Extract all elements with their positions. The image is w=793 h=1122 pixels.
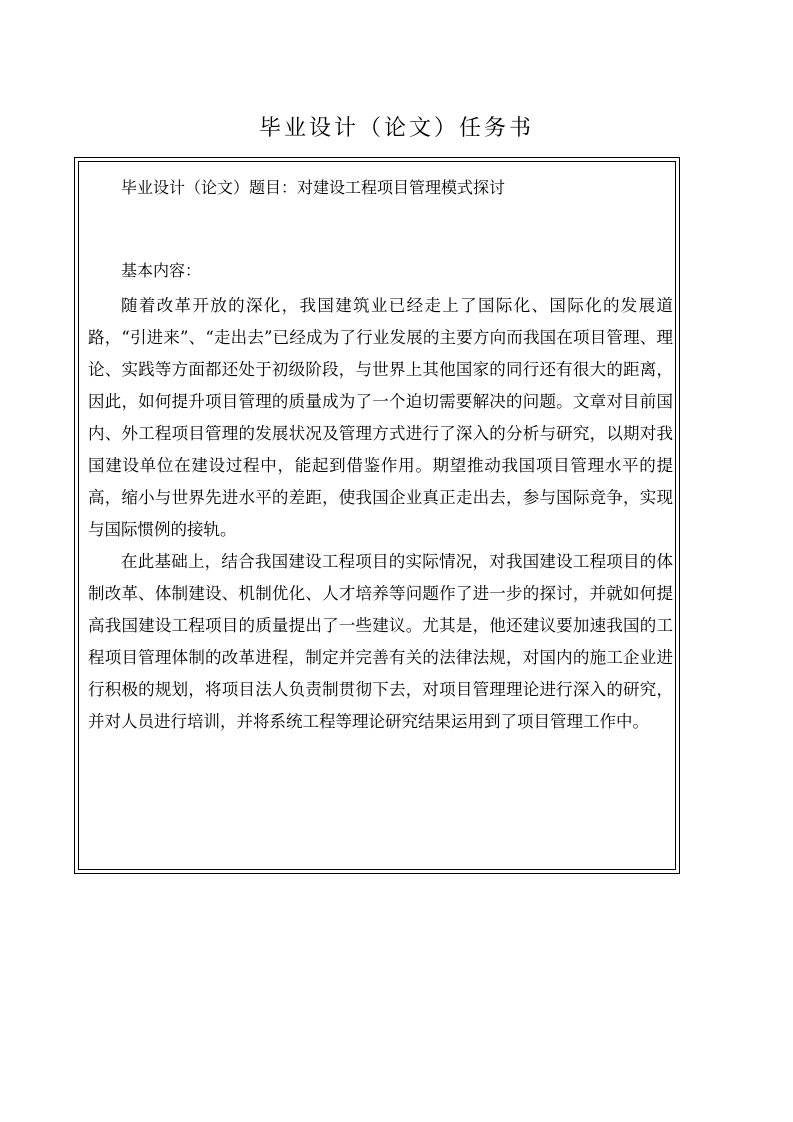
thesis-topic-label: 毕业设计（论文）题目： (121, 178, 298, 197)
content-paragraph-1: 随着改革开放的深化，我国建筑业已经走上了国际化、国际化的发展道路，“引进来”、“走出去”已经成为了行业发展的主要方向而我国在项目管理、理论、实践等方面都还处于初级阶段，与世界上其他国家的同行还有很大的距离，因此，如何提升项目管理的质量成为了一个迫切需要解决的问题。文章对目前国内、外工程项目管理的发展状况及管理方式进行了深入的分析与研究，以期对我国建设单位在建设过程中，能起到借鉴作用。期望推动我国项目管理水平的提高，缩小与世界先进水平的差距，使我国企业真正走出去，参与国际竞争，实现与国际惯例的接轨。 (88, 296, 673, 539)
document-title: 毕业设计（论文）任务书 (258, 116, 534, 141)
task-table-outer-border (74, 157, 680, 874)
basic-content-body (88, 290, 673, 738)
basic-content-label: 基本内容： (121, 261, 202, 280)
thesis-topic-line (121, 176, 661, 200)
task-table-inner-border (78, 161, 676, 870)
content-paragraph-2: 在此基础上，结合我国建设工程项目的实际情况，对我国建设工程项目的体制改革、体制建设、机制优化、人才培养等问题作了进一步的探讨，并就如何提高我国建设工程项目的质量提出了一些建议。尤其是，他还建议要加速我国的工程项目管理体制的改革进程，制定并完善有关的法律法规，对国内的施工企业进行积极的规划，将项目法人负责制贯彻下去，对项目管理理论进行深入的研究，并对人员进行培训，并将系统工程等理论研究结果运用到了项目管理工作中。 (88, 552, 673, 731)
thesis-topic-value: 对建设工程项目管理模式探讨 (297, 178, 506, 197)
